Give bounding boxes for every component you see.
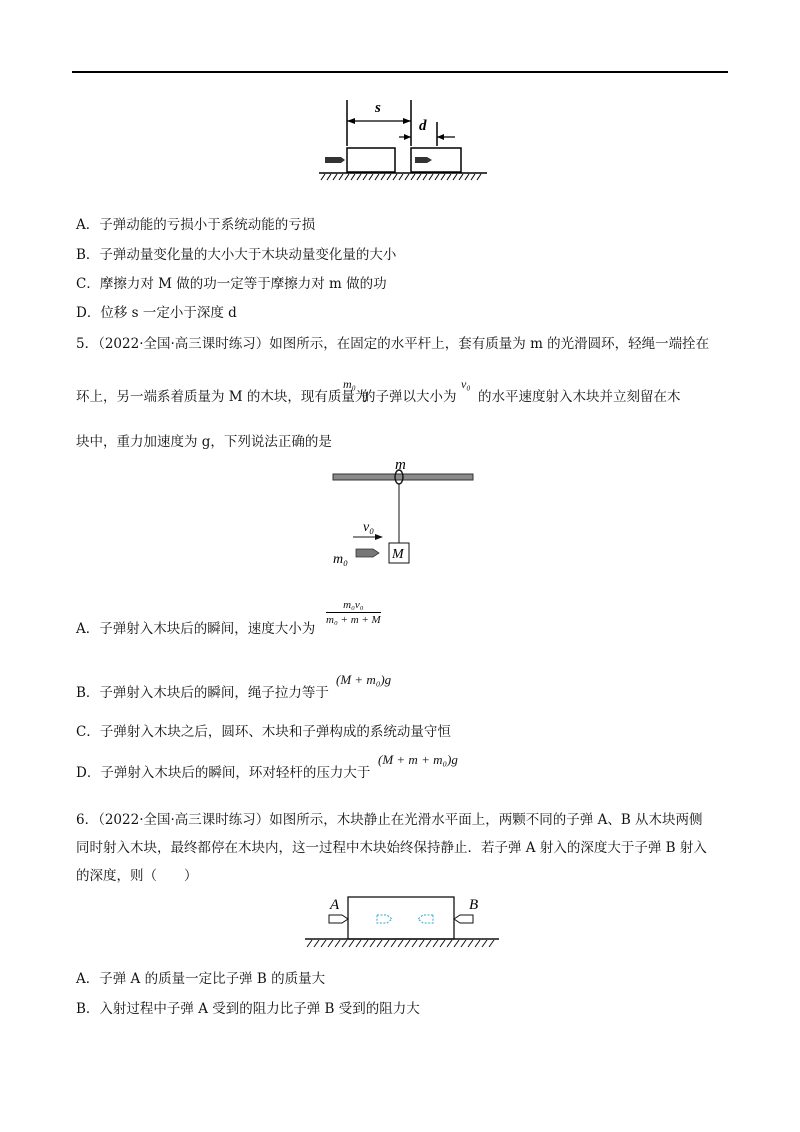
- label-bullet-b: B: [469, 897, 479, 913]
- q5-stem-line2c: 的水平速度射入木块并立刻留在木: [478, 389, 681, 405]
- fraction-numerator: m₀v₀: [326, 599, 381, 613]
- label-s: s: [375, 100, 381, 116]
- figure-bullet-block-sd: [315, 96, 490, 182]
- q5-stem-line2a: 环上，另一端系着质量为 M 的木块，现有质量为: [76, 389, 369, 405]
- q6-stem-line2: 同时射入木块，最终都停在木块内，这一过程中木块始终保持静止．若子弹 A 射入的深度大于子弹 B 射入: [76, 840, 707, 856]
- q5-option-b: B．子弹射入木块后的瞬间，绳子拉力等于: [76, 685, 329, 701]
- q4-option-c: C．摩擦力对 M 做的功一定等于摩擦力对 m 做的功: [76, 276, 387, 292]
- header-rule: [72, 71, 728, 73]
- q5-option-c: C．子弹射入木块之后，圆环、木块和子弹构成的系统动量守恒: [76, 724, 451, 740]
- q5-symbol-v0: v₀: [461, 377, 471, 391]
- figure-block-bullets-ab: [303, 892, 503, 954]
- q5-stem-line3: 块中，重力加速度为 g，下列说法正确的是: [76, 434, 332, 450]
- q6-stem-line1: 6．（2022·全国·高三课时练习）如图所示，木块静止在光滑水平面上，两颗不同的子弹 A、B 从木块两侧: [76, 812, 703, 828]
- q5-option-a: A．子弹射入木块后的瞬间，速度大小为: [76, 621, 316, 637]
- q6-stem-line3: 的深度，则（ ）: [76, 868, 198, 884]
- q4-option-b: B．子弹动量变化量的大小大于木块动量变化量的大小: [76, 247, 397, 263]
- q5-stem-line2b: 的子弹以大小为: [362, 389, 457, 405]
- q5-option-d-expression: (M + m + m₀)g: [378, 752, 458, 767]
- label-bullet-a: A: [330, 897, 340, 913]
- fraction-denominator: m₀ + m + M: [326, 614, 381, 626]
- q4-option-d: D．位移 s 一定小于深度 d: [76, 305, 237, 321]
- q5-option-b-expression: (M + m₀)g: [336, 672, 392, 687]
- label-d: d: [419, 118, 427, 134]
- label-bullet-m0: m₀: [333, 552, 348, 567]
- label-block-M: M: [392, 547, 404, 562]
- figure-ring-rod-block: [325, 455, 475, 573]
- q5-symbol-m0: m₀: [343, 377, 356, 391]
- q6-option-b: B．入射过程中子弹 A 受到的阻力比子弹 B 受到的阻力大: [76, 1001, 420, 1017]
- q5-stem-line1: 5．（2022·全国·高三课时练习）如图所示，在固定的水平杆上，套有质量为 m 的光滑圆环，轻绳一端拴在: [76, 336, 710, 352]
- label-ring-m: m: [395, 457, 406, 473]
- q5-option-a-fraction: [326, 599, 381, 626]
- label-v0: v₀: [363, 520, 375, 535]
- q4-option-a: A．子弹动能的亏损小于系统动能的亏损: [76, 217, 316, 233]
- q6-option-a: A．子弹 A 的质量一定比子弹 B 的质量大: [76, 971, 326, 987]
- q5-option-d: D．子弹射入木块后的瞬间，环对轻杆的压力大于: [76, 765, 371, 781]
